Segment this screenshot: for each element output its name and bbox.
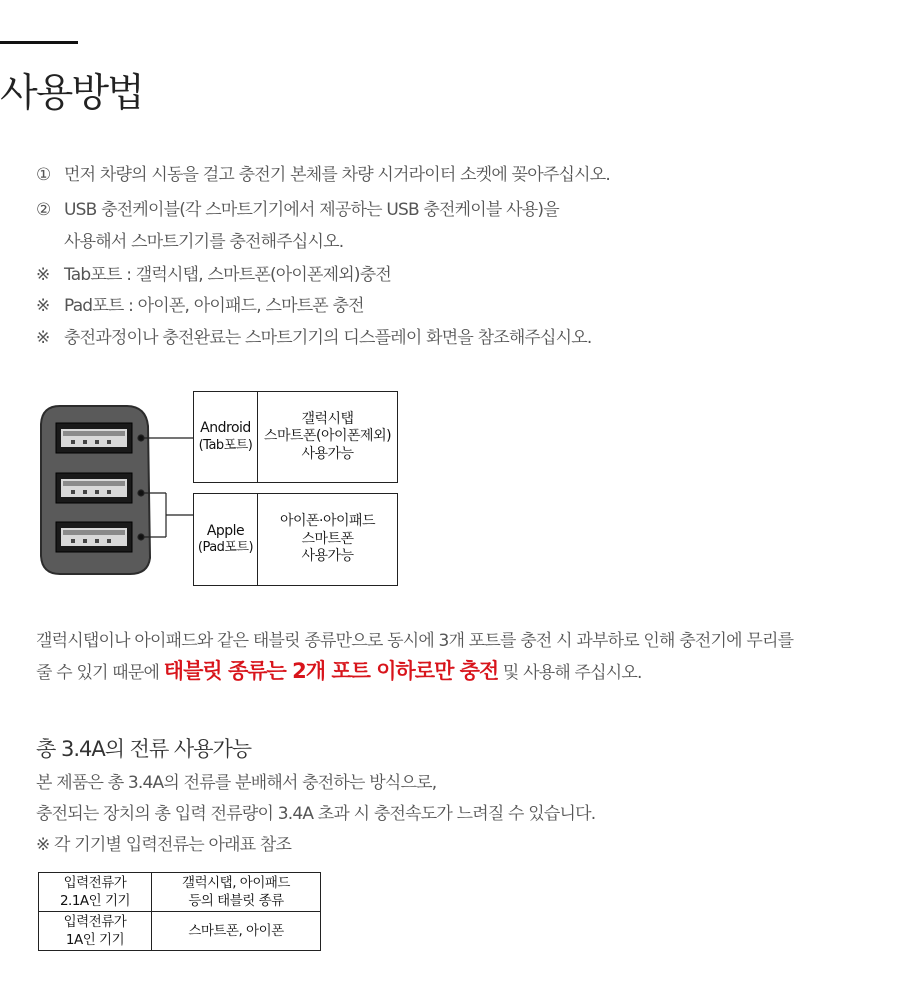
table-key: 입력전류가 2.1A인 기기 (39, 873, 152, 912)
item-text: USB 충전케이블(각 스마트기기에서 제공하는 USB 충전케이블 사용)을 (64, 200, 559, 220)
current-heading: 총 3.4A의 전류 사용가능 (36, 737, 252, 761)
title-rule (0, 41, 78, 44)
item-marker: ② (36, 200, 51, 220)
usb-port-pad-2 (56, 522, 132, 552)
item-text: 먼저 차량의 시동을 걸고 충전기 본체를 차량 시거라이터 소켓에 꽂아주십시오. (64, 165, 610, 185)
port-name: Apple (206, 522, 245, 539)
item-marker: ※ (36, 328, 50, 348)
instruction-item (36, 323, 592, 348)
instruction-item-continued (36, 227, 343, 252)
pad-port-label (194, 494, 258, 585)
port-name: Android (200, 420, 251, 437)
item-text: 사용해서 스마트기기를 충전해주십시오. (64, 232, 344, 252)
notice-highlight: 태블릿 종류는 2개 포트 이하로만 충전 (163, 659, 499, 683)
usb-port-tab (56, 423, 132, 453)
port-diagram (40, 390, 400, 590)
notice-line-2: 줄 수 있기 때문에 태블릿 종류는 2개 포트 이하로만 충전 및 사용해 주십시오. (36, 659, 642, 683)
input-current-table (38, 872, 321, 951)
instruction-item (36, 260, 391, 285)
table-key: 입력전류가 1A인 기기 (39, 912, 152, 951)
table-value: 갤럭시탭, 아이패드 등의 태블릿 종류 (152, 873, 321, 912)
page-title: 사용방법 (0, 71, 143, 116)
pad-devices: 아이폰·아이패드 스마트폰 사용가능 (279, 513, 376, 565)
tab-port-label (194, 392, 258, 482)
instruction-item (36, 195, 559, 220)
table-row (39, 912, 321, 951)
instruction-item (36, 160, 610, 185)
port-sub: (Pad포트) (197, 540, 254, 556)
table-value: 스마트폰, 아이폰 (152, 912, 321, 951)
tab-devices: 갤럭시탭 스마트폰(아이폰제외) 사용가능 (263, 410, 392, 462)
item-text: Tab포트 : 갤럭시탭, 스마트폰(아이폰제외)충전 (64, 265, 391, 285)
usb-port-pad-1 (56, 473, 132, 503)
notice-line-1: 갤럭시탭이나 아이패드와 같은 태블릿 종류만으로 동시에 3개 포트를 충전 시 과부하로 인해 충전기에 무리를 (36, 631, 794, 651)
item-marker: ① (36, 165, 51, 185)
pad-port-box (193, 493, 398, 586)
tab-port-box (193, 391, 398, 483)
table-row (39, 873, 321, 912)
instruction-item (36, 291, 364, 316)
current-description: 본 제품은 총 3.4A의 전류를 분배해서 충전하는 방식으로, 충전되는 장치의 총 입력 전류량이 3.4A 초과 시 충전속도가 느려질 수 있습니다. ※ 각 기기별 입력전류는 아래표 참조 (36, 773, 596, 855)
item-text: 충전과정이나 충전완료는 스마트기기의 디스플레이 화면을 참조해주십시오. (64, 328, 592, 348)
item-marker: ※ (36, 296, 50, 316)
item-marker: ※ (36, 265, 50, 285)
tablet-notice (36, 626, 886, 688)
item-text: Pad포트 : 아이폰, 아이패드, 스마트폰 충전 (64, 296, 364, 316)
port-sub: (Tab포트) (198, 437, 253, 453)
